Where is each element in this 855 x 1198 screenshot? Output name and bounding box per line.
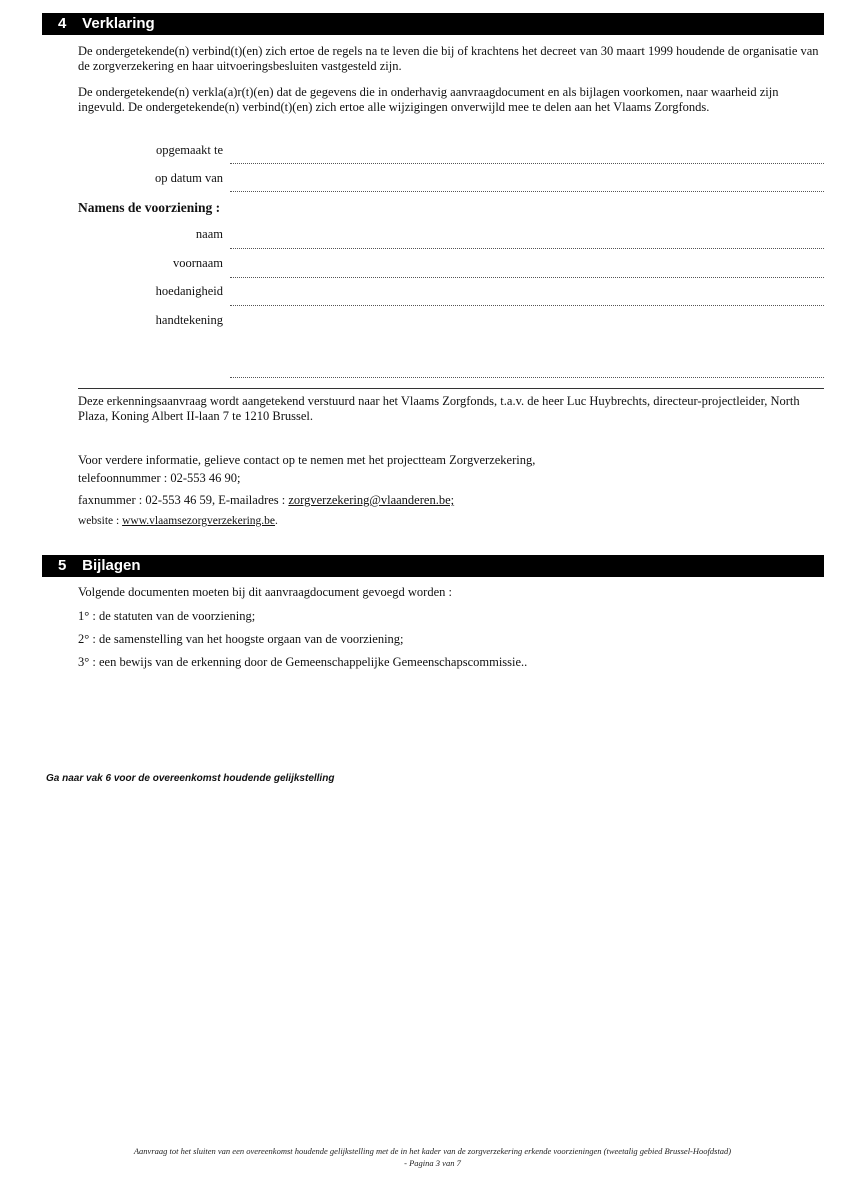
field-label-hoedanigheid: hoedanigheid — [155, 284, 223, 298]
section-5-header — [42, 555, 824, 577]
footer-page-number: - Pagina 3 van 7 — [404, 1158, 461, 1168]
website-line — [78, 514, 823, 529]
send-address-text: Deze erkenningsaanvraag wordt aangetekend verstuurd naar het Vlaams Zorgfonds, t.a.v. de heer Luc Huybrechts, directeur-projectleider, North Plaza, Koning Albert II-laan 7 te 1210 Brussel. — [78, 394, 800, 423]
fax-text: faxnummer : 02-553 46 59, E-mailadres : — [78, 493, 289, 507]
namens-heading: Namens de voorziening : — [78, 200, 221, 215]
field-line-voornaam[interactable] — [230, 277, 824, 278]
attachment-item-2: 2° : de samenstelling van het hoogste orgaan van de voorziening; — [78, 632, 404, 646]
field-label-voornaam: voornaam — [173, 256, 223, 270]
declaration-paragraph-1: De ondergetekende(n) verbind(t)(en) zich ertoe de regels na te leven die bij of krachtens het decreet van 30 maart 1999 houdende de organisatie van de zorgverzekering en haar uitvoeringsbesluiten vastgesteld zijn. — [78, 44, 819, 73]
info-line: Voor verdere informatie, gelieve contact op te nemen met het projectteam Zorgverzekering, — [78, 453, 536, 467]
field-line-naam[interactable] — [230, 248, 824, 249]
field-line-hoedanigheid[interactable] — [230, 305, 824, 306]
declaration-paragraph-2: De ondergetekende(n) verkla(a)r(t)(en) dat de gegevens die in onderhavig aanvraagdocument en als bijlagen voorkomen, naar waarheid zijn ingevuld. De ondergetekende(n) verbind(t)(en) zich ertoe alle wijzigingen onverwijld mee te delen aan het Vlaams Zorgfonds. — [78, 85, 779, 114]
next-section-note: Ga naar vak 6 voor de overeenkomst houdende gelijkstelling — [46, 773, 335, 784]
website-suffix: . — [275, 515, 278, 527]
divider — [78, 388, 824, 389]
field-line-op-datum-van[interactable] — [230, 191, 824, 192]
field-label-handtekening: handtekening — [155, 313, 223, 327]
field-line-opgemaakt-te[interactable] — [230, 163, 824, 164]
section-4-header — [42, 13, 824, 35]
attachments-intro: Volgende documenten moeten bij dit aanvraagdocument gevoegd worden : — [78, 585, 452, 599]
attachment-item-3: 3° : een bewijs van de erkenning door de Gemeenschappelijke Gemeenschapscommissie.. — [78, 655, 528, 669]
website-link[interactable]: www.vlaamsezorgverzekering.be — [122, 515, 276, 527]
section-5-number: 5 — [58, 557, 67, 574]
field-label-naam: naam — [195, 227, 223, 241]
phone-line: telefoonnummer : 02-553 46 90; — [78, 471, 241, 485]
footer-title: Aanvraag tot het sluiten van een overeenkomst houdende gelijkstelling met de in het kader van de zorgverzekering erkende voorzieningen (tweetalig gebied Brussel-Hoofdstad) — [133, 1146, 732, 1156]
section-5-title: Bijlagen — [82, 557, 141, 574]
page-footer — [30, 1145, 835, 1169]
email-link[interactable]: zorgverzekering@vlaanderen.be; — [288, 493, 455, 507]
fax-email-line — [78, 493, 823, 508]
website-label: website : — [78, 515, 123, 527]
attachment-item-1: 1° : de statuten van de voorziening; — [78, 609, 256, 623]
section-4-title: Verklaring — [82, 15, 155, 32]
section-4-number: 4 — [58, 15, 67, 32]
field-label-op-datum-van: op datum van — [154, 171, 223, 185]
field-line-handtekening[interactable] — [230, 377, 824, 378]
field-label-opgemaakt-te: opgemaakt te — [156, 143, 223, 157]
